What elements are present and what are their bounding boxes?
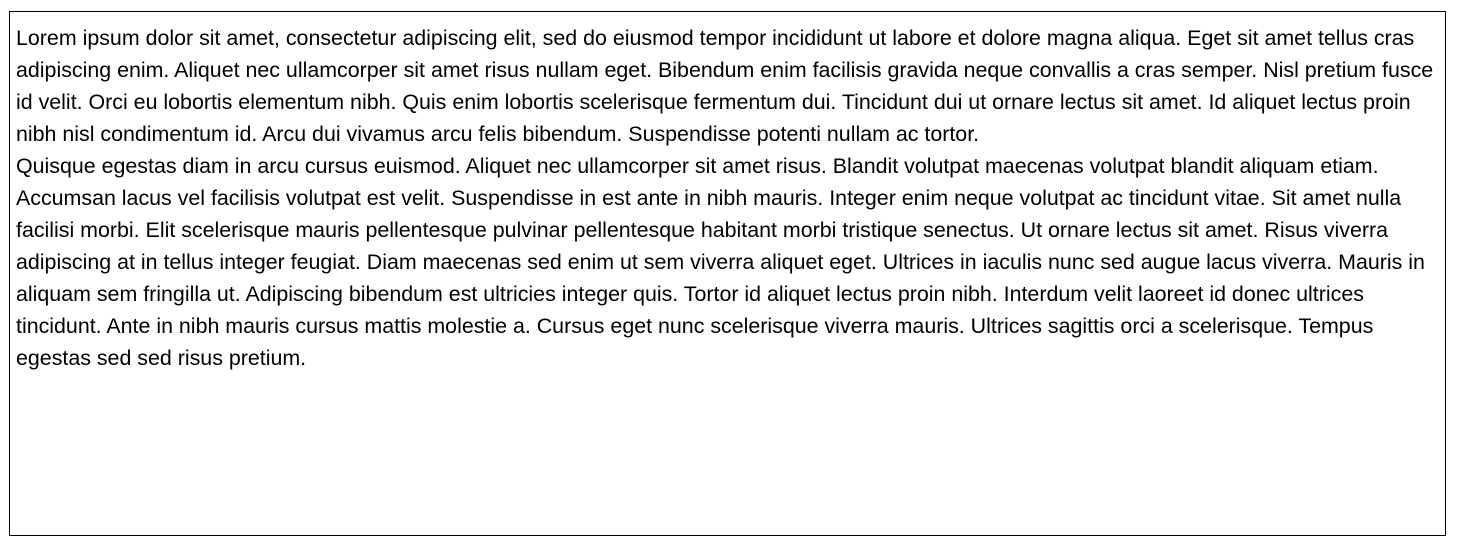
paragraph-2: Quisque egestas diam in arcu cursus euismod. Aliquet nec ullamcorper sit amet risus. Blandit volutpat maecenas volutpat blandit aliquam etiam. Accumsan lacus vel facilisis volutpat est velit. Suspendisse in est ante in nibh mauris. Integer enim neque volutpat ac tincidunt vitae. Sit amet nulla facilisi morbi. Elit scelerisque mauris pellentesque pulvinar pellentesque habitant morbi tristique senectus. Ut ornare lectus sit amet. Risus viverra adipiscing at in tellus integer feugiat. Diam maecenas sed enim ut sem viverra aliquet eget. Ultrices in iaculis nunc sed augue lacus viverra. Mauris in aliquam sem fringilla ut. Adipiscing bibendum est ultricies integer quis. Tortor id aliquet lectus proin nibh. Interdum velit laoreet id donec ultrices tincidunt. Ante in nibh mauris cursus mattis molestie a. Cursus eget nunc scelerisque viverra mauris. Ultrices sagittis orci a scelerisque. Tempus egestas sed sed risus pretium. [16,154,1425,370]
paragraph-1: Lorem ipsum dolor sit amet, consectetur adipiscing elit, sed do eiusmod tempor incididunt ut labore et dolore magna aliqua. Eget sit amet tellus cras adipiscing enim. Aliquet nec ullamcorper sit amet risus nullam eget. Bibendum enim facilisis gravida neque convallis a cras semper. Nisl pretium fusce id velit. Orci eu lobortis elementum nibh. Quis enim lobortis scelerisque fermentum dui. Tincidunt dui ut ornare lectus sit amet. Id aliquet lectus proin nibh nisl condimentum id. Arcu dui vivamus arcu felis bibendum. Suspendisse potenti nullam ac tortor. [16,26,1434,146]
text-area[interactable] [9,11,1446,536]
